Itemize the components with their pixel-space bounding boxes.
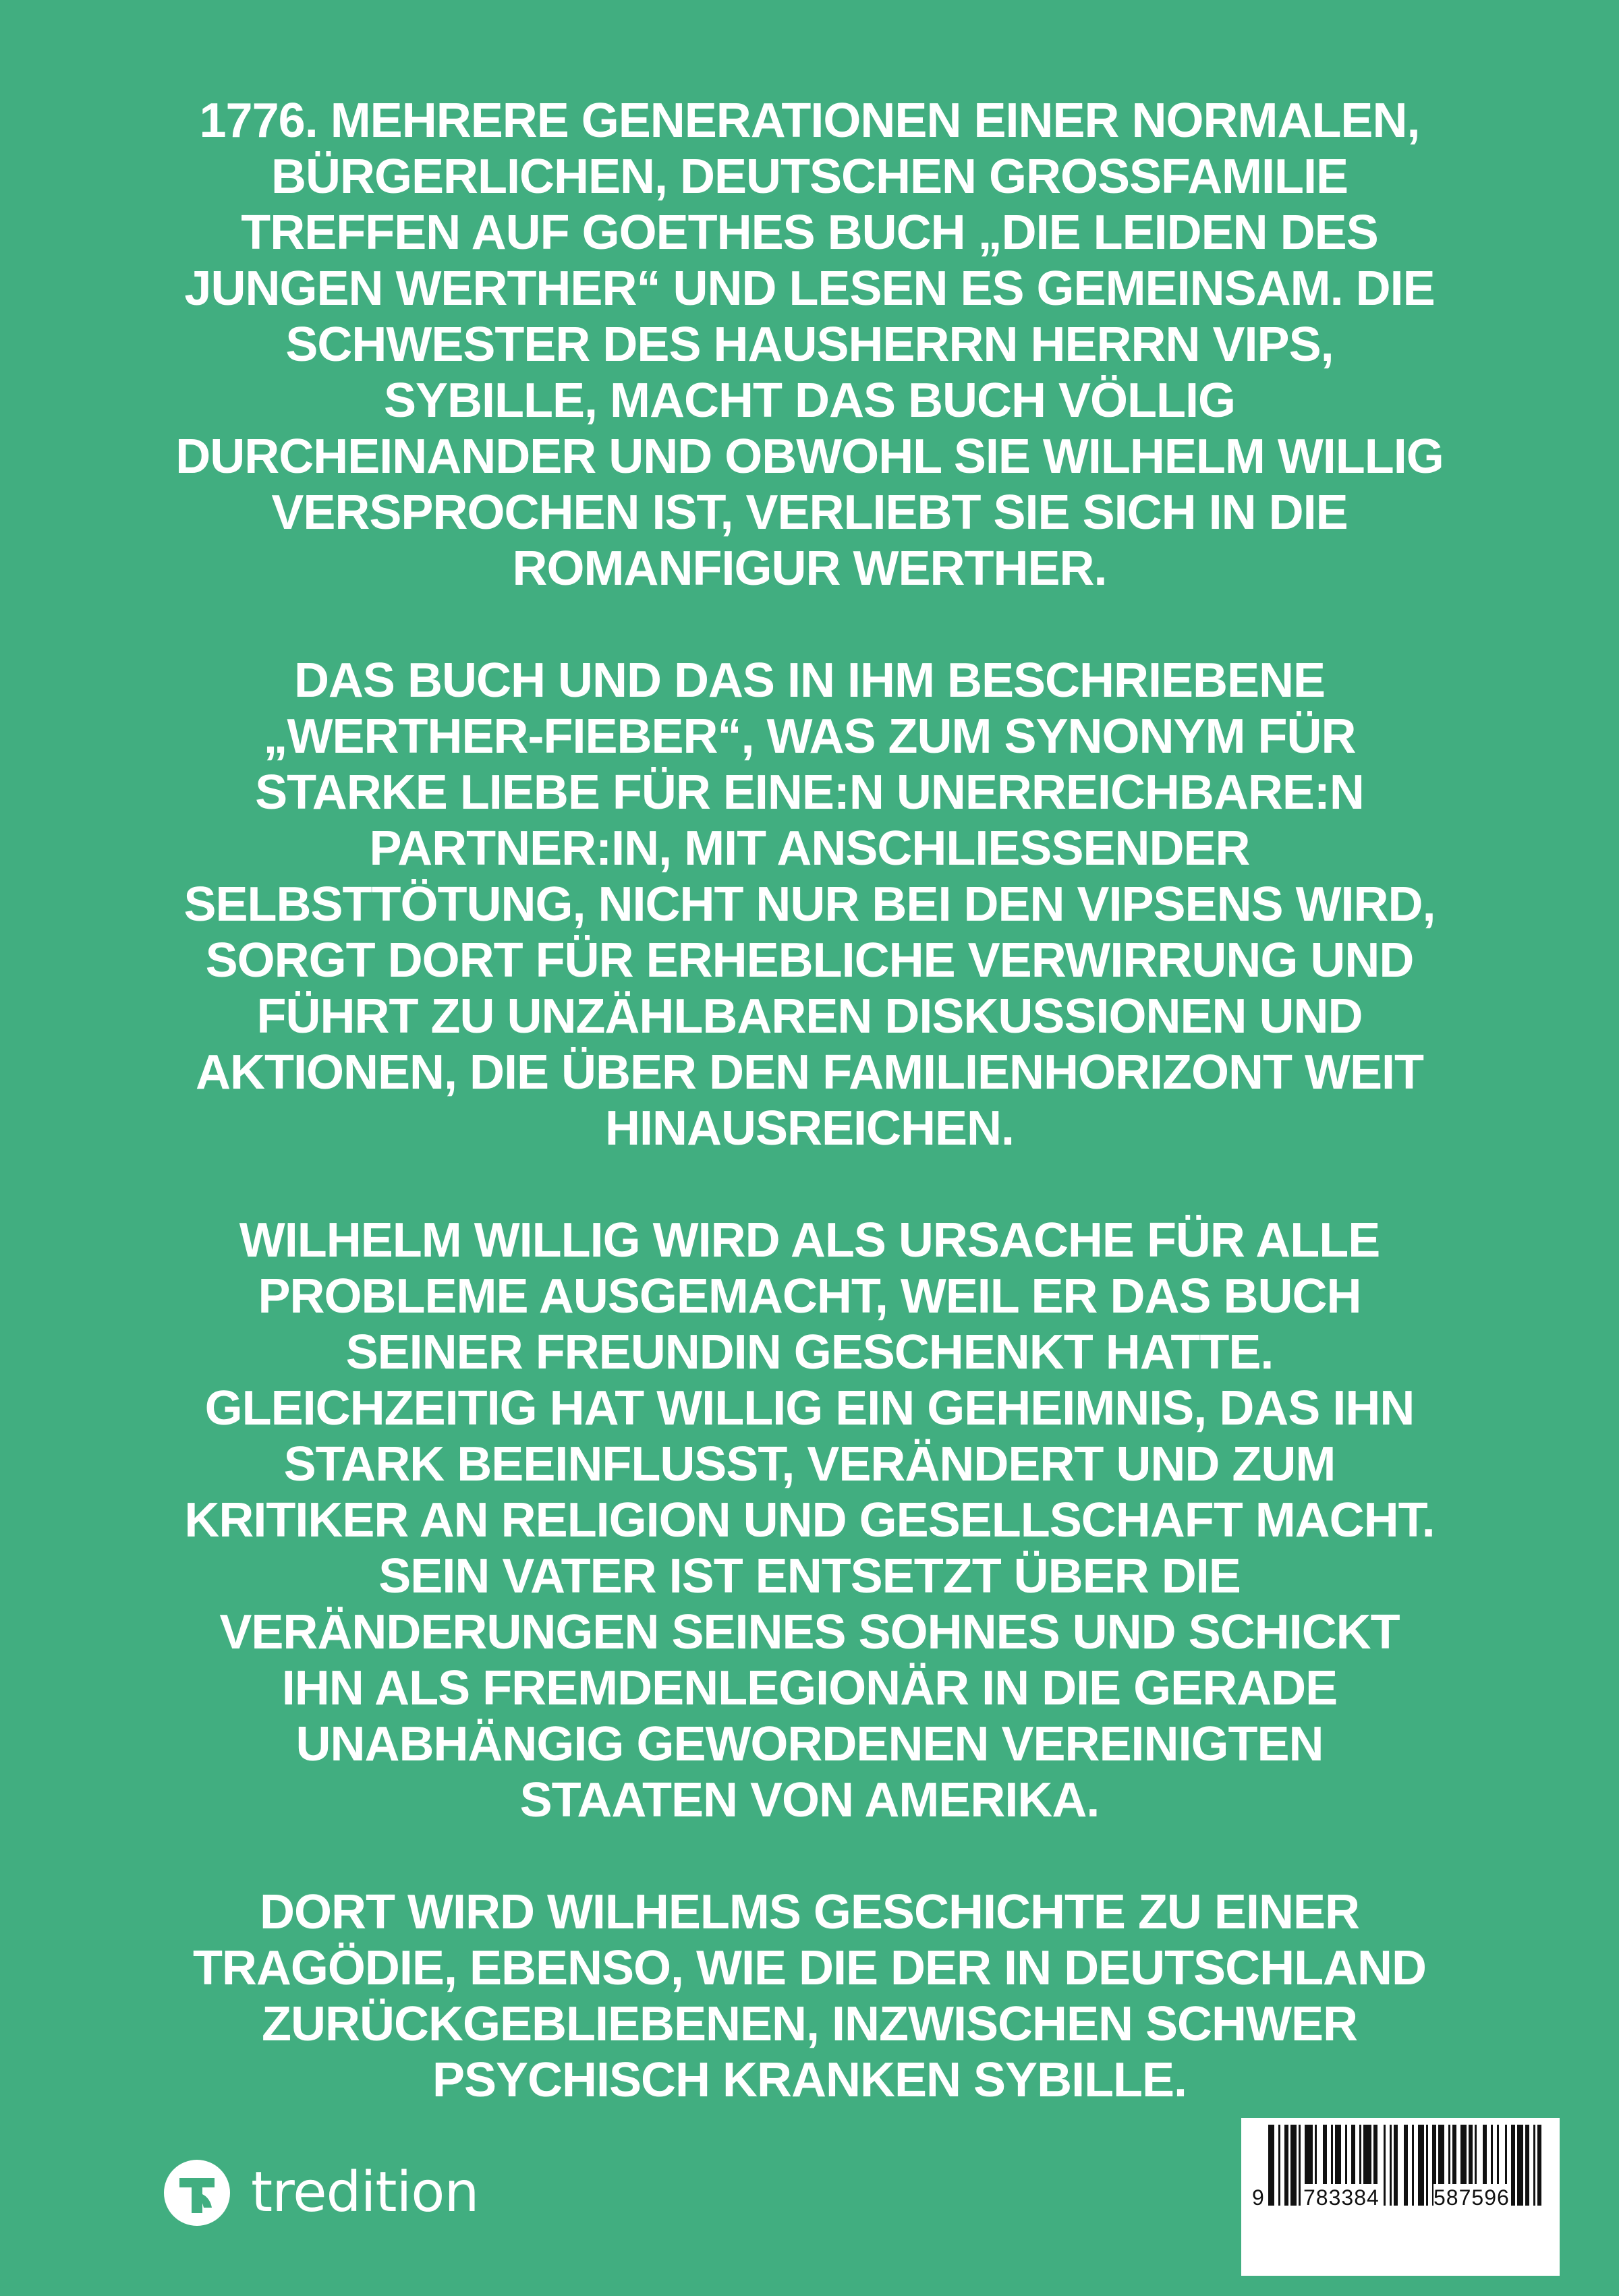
blurb-paragraph-1: [135, 93, 1484, 597]
barcode-bar: [1290, 2125, 1297, 2206]
blurb-line: PSYCHISCH KRANKEN SYBILLE.: [432, 2053, 1187, 2107]
blurb-line: DORT WIRD WILHELMS GESCHICHTE ZU EINER: [260, 1885, 1359, 1939]
blurb-line: 1776. MEHRERE GENERATIONEN EINER NORMALEN,: [199, 94, 1420, 148]
barcode-bar: [1517, 2125, 1523, 2206]
barcode-digits-group-1: 783384: [1303, 2185, 1380, 2210]
blurb-line: BÜRGERLICHEN, DEUTSCHEN GROSSFAMILIE: [271, 150, 1348, 204]
blurb-line: FÜHRT ZU UNZÄHLBAREN DISKUSSIONEN UND: [256, 989, 1363, 1043]
blurb-line: GLEICHZEITIG HAT WILLIG EIN GEHEIMNIS, DAS IHN: [204, 1381, 1415, 1435]
barcode-bar: [1537, 2125, 1541, 2206]
barcode-bar: [1384, 2125, 1386, 2206]
barcode-bar: [1278, 2125, 1280, 2206]
blurb-paragraph-3: [135, 1213, 1484, 1829]
blurb-line: PARTNER:IN, MIT ANSCHLIESSENDER: [369, 822, 1250, 876]
blurb-line: DURCHEINANDER UND OBWOHL SIE WILHELM WILLIG: [175, 430, 1444, 484]
blurb-line: PROBLEME AUSGEMACHT, WEIL ER DAS BUCH: [258, 1269, 1361, 1323]
blurb-line: SEINER FREUNDIN GESCHENKT HATTE.: [345, 1325, 1274, 1379]
blurb-line: STAATEN VON AMERIKA.: [519, 1773, 1100, 1827]
blurb-paragraph-2: [135, 653, 1484, 1157]
blurb-line: IHN ALS FREMDENLEGIONÄR IN DIE GERADE: [281, 1661, 1338, 1715]
publisher-logo: [163, 2156, 478, 2230]
blurb-line: TRAGÖDIE, EBENSO, WIE DIE DER IN DEUTSCHLAND: [192, 1941, 1427, 1995]
blurb-line: TREFFEN AUF GOETHES BUCH „DIE LEIDEN DES: [241, 206, 1378, 260]
blurb-line: STARKE LIEBE FÜR EINE:N UNERREICHBARE:N: [255, 766, 1364, 820]
blurb-line: WILHELM WILLIG WIRD ALS URSACHE FÜR ALLE: [239, 1213, 1380, 1267]
barcode-bar: [1525, 2125, 1529, 2206]
blurb-line: ROMANFIGUR WERTHER.: [512, 542, 1107, 596]
barcode-bars: [1241, 2118, 1560, 2276]
blurb-line: STARK BEEINFLUSST, VERÄNDERT UND ZUM: [283, 1437, 1336, 1491]
barcode-bar: [1404, 2125, 1408, 2206]
blurb-line: VERSPROCHEN IST, VERLIEBT SIE SICH IN DIE: [271, 486, 1348, 540]
barcode-bar: [1412, 2125, 1414, 2206]
publisher-name: tredition: [251, 2160, 479, 2225]
blurb-paragraph-4: [135, 1885, 1484, 2108]
barcode-digit-first: 9: [1252, 2185, 1264, 2210]
blurb-line: SYBILLE, MACHT DAS BUCH VÖLLIG: [384, 374, 1235, 428]
barcode-bar: [1511, 2125, 1515, 2206]
barcode-digits-group-2: 587596: [1433, 2185, 1510, 2210]
blurb-line: VERÄNDERUNGEN SEINES SOHNES UND SCHICKT: [219, 1605, 1400, 1659]
barcode-bar: [1426, 2125, 1428, 2206]
barcode-bar: [1533, 2125, 1535, 2206]
blurb-line: ZURÜCKGEBLIEBENEN, INZWISCHEN SCHWER: [261, 1997, 1357, 2051]
barcode-bar: [1418, 2125, 1424, 2206]
blurb-line: SEIN VATER IST ENTSETZT ÜBER DIE: [378, 1549, 1241, 1603]
blurb-line: DAS BUCH UND DAS IN IHM BESCHRIEBENE: [293, 654, 1326, 708]
blurb-line: SORGT DORT FÜR ERHEBLICHE VERWIRRUNG UND: [205, 934, 1414, 987]
barcode-bar: [1268, 2125, 1274, 2206]
barcode-bar: [1394, 2125, 1398, 2206]
blurb-line: SELBSTTÖTUNG, NICHT NUR BEI DEN VIPSENS WIRD,: [183, 878, 1436, 931]
blurb-line: JUNGEN WERTHER“ UND LESEN ES GEMEINSAM. DIE: [184, 262, 1435, 316]
isbn-barcode: [1241, 2118, 1560, 2276]
barcode-bar: [1390, 2125, 1392, 2206]
blurb-line: „WERTHER-FIEBER“, WAS ZUM SYNONYM FÜR: [263, 710, 1356, 764]
blurb-line: KRITIKER AN RELIGION UND GESELLSCHAFT MACHT.: [184, 1493, 1435, 1547]
blurb-line: AKTIONEN, DIE ÜBER DEN FAMILIENHORIZONT WEIT: [196, 1045, 1423, 1099]
barcode-bar: [1299, 2125, 1301, 2206]
blurb-line: SCHWESTER DES HAUSHERRN HERRN VIPS,: [285, 318, 1334, 372]
barcode-bar: [1284, 2125, 1288, 2206]
tredition-logo-icon: [163, 2159, 231, 2227]
blurb-line: UNABHÄNGIG GEWORDENEN VEREINIGTEN: [295, 1717, 1324, 1771]
blurb-line: HINAUSREICHEN.: [604, 1101, 1015, 1155]
blurb-text: [135, 93, 1484, 2164]
